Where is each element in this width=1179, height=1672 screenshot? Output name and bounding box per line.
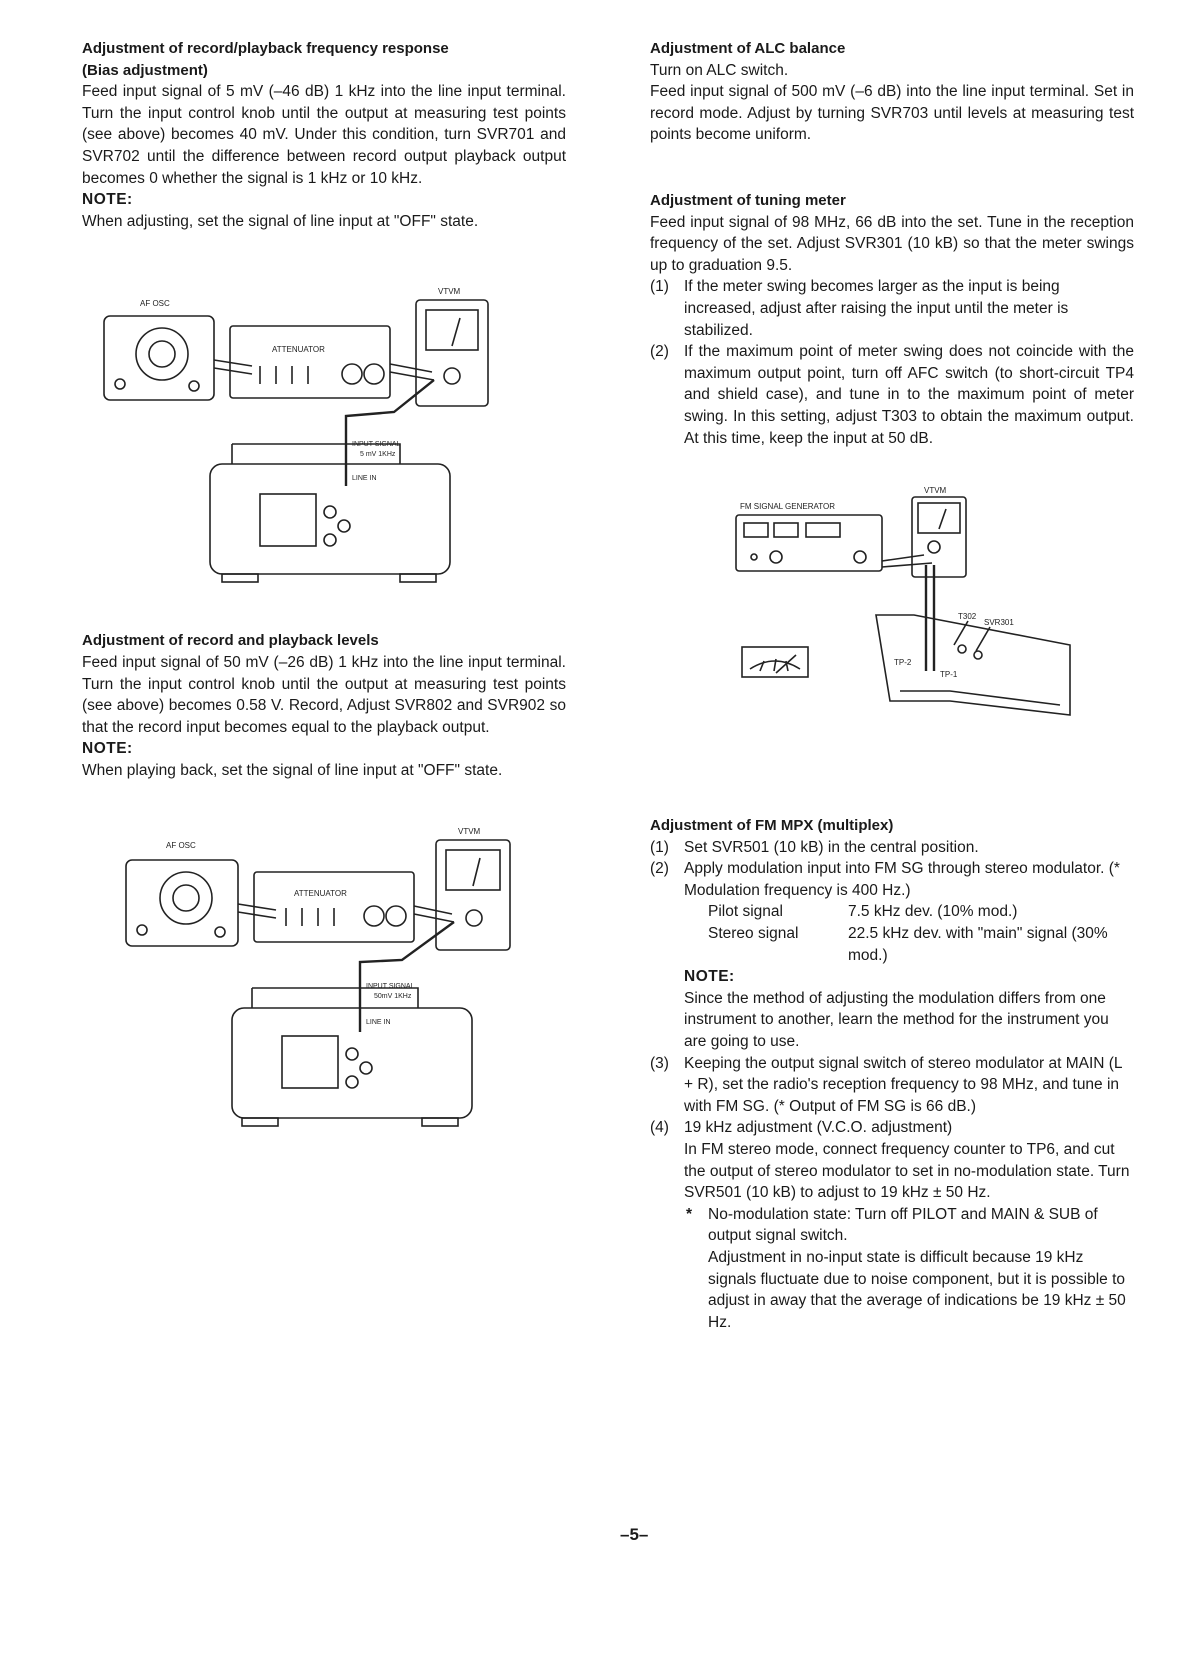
list-item-text: If the meter swing becomes larger as the input is being increased, adjust after raising the input until the meter is stabilized. [684, 278, 1069, 339]
footnote-text: No-modulation state: Turn off PILOT and MAIN & SUB of output signal switch. [708, 1205, 1098, 1245]
modulation-table [650, 901, 1134, 966]
tp1-label: TP-1 [940, 670, 958, 680]
radio-cassette-window [260, 494, 316, 546]
vtvm-label: VTVM [458, 826, 481, 836]
note-label: NOTE: [82, 740, 133, 758]
list-item-number: (4) [650, 1119, 669, 1137]
list-item-number: (3) [650, 1054, 669, 1072]
list-item-text: Apply modulation input into FM SG through stereo modulator. (* Modulation frequency is 400 Hz.) [684, 860, 1120, 899]
vtvm-label: VTVM [438, 287, 461, 297]
list-item [650, 276, 1134, 341]
pilot-signal-label: Pilot signal [708, 903, 783, 921]
tuning-meter-section [650, 190, 1134, 449]
alc-balance-section [650, 38, 1134, 146]
bias-adjustment-diagram [82, 276, 566, 606]
list-item-number: (2) [650, 860, 669, 878]
section-body-line1: Turn on ALC switch. [650, 61, 789, 79]
note-text: When adjusting, set the signal of line input at "OFF" state. [82, 212, 479, 230]
list-item-text: Keeping the output signal switch of stereo modulator at MAIN (L + R), set the radio's reception frequency to 98 MHz, and tune in with FM SG. (* Output of FM SG is 66 dB.) [684, 1054, 1122, 1115]
tuning-meter-diagram [650, 485, 1134, 755]
list-item [650, 837, 1134, 859]
af-osc-dial-icon [136, 328, 188, 380]
note-text: When playing back, set the signal of line input at "OFF" state. [82, 761, 503, 779]
list-item-text: Set SVR501 (10 kB) in the central position. [684, 838, 979, 856]
list-item-number: (1) [650, 278, 669, 296]
attenuator-device [230, 326, 390, 398]
af-osc-dial-icon [160, 872, 212, 924]
section-body-line2: Feed input signal of 500 mV (–6 dB) into the line input terminal. Set in record mode. Adjust by turning SVR703 until levels at measuring test points become uniform. [650, 83, 1134, 144]
section-title: Adjustment of record and playback levels [82, 632, 379, 650]
section-subtitle: (Bias adjustment) [82, 61, 208, 79]
stereo-signal-label: Stereo signal [708, 925, 799, 943]
list-item-number: (1) [650, 838, 669, 856]
section-title: Adjustment of record/playback frequency response [82, 40, 449, 57]
input-signal-value: 50mV 1KHz [374, 992, 412, 1000]
list-item [650, 1053, 1134, 1118]
af-osc-label: AF OSC [166, 840, 196, 850]
list-item [650, 858, 1134, 901]
left-column [82, 38, 566, 1150]
footnote-marker: * [686, 1205, 693, 1223]
section-title: Adjustment of FM MPX (multiplex) [650, 817, 894, 835]
list-item-text: If the maximum point of meter swing does not coincide with the maximum output point, turn off AFC switch (to short-circuit TP4 and shield case), and tune in to the maximum point of meter swing. In this setting, adjust T303 to obtain the maximum output. At this time, keep the input at 50 dB. [684, 343, 1134, 447]
vtvm-device [436, 840, 510, 950]
fm-sg-label: FM SIGNAL GENERATOR [740, 502, 835, 512]
list-item-text: 19 kHz adjustment (V.C.O. adjustment) [684, 1119, 953, 1137]
section-title: Adjustment of ALC balance [650, 40, 846, 57]
vtvm-device [912, 497, 966, 577]
footnote [650, 1204, 1134, 1247]
list-item [650, 341, 1134, 449]
note-label: NOTE: [82, 191, 133, 209]
list-item [650, 1117, 1134, 1139]
pilot-signal-value: 7.5 kHz dev. (10% mod.) [848, 903, 1018, 921]
radio-cassette-device [210, 464, 450, 574]
stereo-signal-value: 22.5 kHz dev. with "main" signal (30% mod.) [848, 925, 1108, 964]
note-text: Since the method of adjusting the modulation differs from one instrument to another, learn the method for the instrument you are going to use. [684, 989, 1109, 1051]
input-signal-label: INPUT SIGNAL [366, 982, 415, 990]
svr301-label: SVR301 [984, 618, 1014, 628]
right-column [650, 38, 1134, 1333]
attenuator-label: ATTENUATOR [294, 888, 347, 898]
signal-cable [360, 922, 454, 1032]
page-number: –5– [620, 1525, 649, 1544]
fm-mpx-section [650, 815, 1134, 1333]
input-signal-value: 5 mV 1KHz [360, 451, 396, 459]
section-body: Feed input signal of 50 mV (–26 dB) 1 kHz into the line input terminal. Turn the input control knob until the output at measuring test points (see above) becomes 0.58 V. Record, Adjust SVR802 and SVR902 so that the record input becomes equal to the playback output. [82, 653, 566, 736]
record-level-diagram [82, 810, 566, 1150]
note-label: NOTE: [684, 968, 735, 986]
section-body: Feed input signal of 5 mV (–46 dB) 1 kHz into the line input terminal. Turn the input control knob until the output at measuring test points (see above) becomes 40 mV. Under this condition, turn SVR701 and SVR702 until the difference between record output playback output becomes 0 whether the signal is 1 kHz or 10 kHz. [82, 83, 566, 187]
line-in-label: LINE IN [352, 475, 377, 483]
section-title: Adjustment of tuning meter [650, 191, 846, 209]
bias-adjustment-section [82, 38, 566, 232]
radio-cassette-window [282, 1036, 338, 1088]
section-body: Feed input signal of 98 MHz, 66 dB into the set. Tune in the reception frequency of the set. Adjust SVR301 (10 kB) so that the meter swings up to graduation 9.5. [650, 213, 1134, 274]
record-playback-levels-section [82, 630, 566, 781]
vtvm-label: VTVM [924, 486, 947, 496]
t302-label: T302 [958, 612, 977, 622]
vco-adjustment-text: In FM stereo mode, connect frequency counter to TP6, and cut the output of stereo modulator to set in no-modulation state. Turn SVR501 (10 kB) to adjust to 19 kHz ± 50 Hz. [684, 1141, 1130, 1202]
input-signal-label: INPUT SIGNAL [352, 441, 401, 449]
line-in-label: LINE IN [366, 1018, 391, 1026]
af-osc-label: AF OSC [140, 299, 170, 309]
radio-cassette-device [232, 1008, 472, 1118]
footnote-continued: Adjustment in no-input state is difficult because 19 kHz signals fluctuate due to noise component, but it is possible to adjust in away that the average of indications be 19 kHz ± 50 Hz. [708, 1248, 1126, 1331]
list-item-number: (2) [650, 343, 669, 361]
attenuator-device [254, 872, 414, 942]
attenuator-label: ATTENUATOR [272, 345, 325, 355]
tp2-label: TP-2 [894, 658, 912, 668]
